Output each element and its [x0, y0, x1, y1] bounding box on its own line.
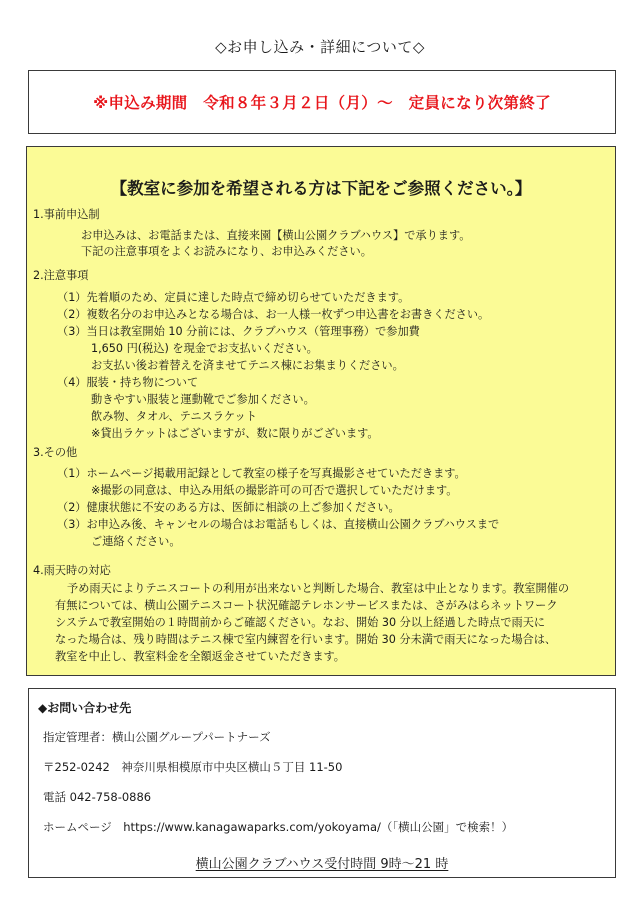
section-4-title: 4.雨天時の対応 — [33, 564, 111, 577]
reception-hours-text: 横山公園クラブハウス受付時間 9時～21 時 — [195, 857, 449, 872]
section-4-line-4: なった場合は、残り時間はテニス棟で室内練習を行います。開始 30 分未満で雨天になった場合は、 — [55, 633, 557, 646]
section-3-line-1: （1）ホームページ掲載用記録として教室の様子を写真撮影させていただきます。 — [57, 467, 466, 480]
participation-info-box — [26, 146, 616, 676]
section-1-line-2: 下記の注意事項をよくお読みになり、お申込みください。 — [81, 245, 372, 258]
info-heading: 【教室に参加を希望される方は下記をご参照ください。】 — [110, 179, 532, 198]
contact-homepage: ホームページ https://www.kanagawaparks.com/yokoyama/（「横山公園」で検索！） — [43, 820, 514, 834]
contact-phone: 電話 042-758-0886 — [43, 790, 152, 804]
section-3-title: 3.その他 — [33, 446, 78, 459]
section-4-line-5: 教室を中止し、教室料金を全額返金させていただきます。 — [55, 650, 345, 663]
contact-box — [28, 688, 616, 878]
contact-manager: 指定管理者：横山公園グループパートナーズ — [43, 730, 271, 744]
section-3-line-5: ご連絡ください。 — [91, 535, 181, 548]
section-1-title: 1.事前申込制 — [33, 208, 100, 221]
section-2-line-8: 飲み物、タオル、テニスラケット — [91, 410, 257, 423]
section-4-line-2: 有無については、横山公園テニスコート状況確認テレホンサービスまたは、さがみはらネットワーク — [55, 599, 558, 612]
contact-heading: ◆お問い合わせ先 — [38, 701, 132, 715]
section-4-line-1: 予め雨天によりテニスコートの利用が出来ないと判断した場合、教室は中止となります。教室開催の — [67, 582, 570, 595]
section-2-line-4: 1,650 円(税込) を現金でお支払いください。 — [91, 342, 318, 355]
application-period-text: ※申込み期間 令和８年３月２日（月）～ 定員になり次第終了 — [93, 94, 551, 112]
section-2-line-1: （1）先着順のため、定員に達した時点で締め切らせていただきます。 — [57, 291, 410, 304]
contact-address: 〒252-0242 神奈川県相模原市中央区横山５丁目 11-50 — [43, 760, 343, 774]
section-2-line-5: お支払い後お着替えを済ませてテニス棟にお集まりください。 — [91, 359, 404, 372]
application-period-box — [28, 70, 616, 134]
section-2-line-6: （4）服装・持ち物について — [57, 376, 199, 389]
section-2-line-3: （3）当日は教室開始 10 分前には、クラブハウス（管理事務）で参加費 — [57, 325, 420, 338]
section-2-line-7: 動きやすい服装と運動靴でご参加ください。 — [91, 393, 315, 406]
page-title: ◇お申し込み・詳細について◇ — [215, 38, 425, 56]
section-2-line-2: （2）複数名分のお申込みとなる場合は、お一人様一枚ずつ申込書をお書きください。 — [57, 308, 490, 321]
section-3-line-2: ※撮影の同意は、申込み用紙の撮影許可の可否で選択していただけます。 — [91, 484, 458, 497]
section-3-line-4: （3）お申込み後、キャンセルの場合はお電話もしくは、直接横山公園クラブハウスまで — [57, 518, 500, 531]
section-3-line-3: （2）健康状態に不安のある方は、医師に相談の上ご参加ください。 — [57, 501, 400, 514]
section-2-line-9: ※貸出ラケットはございますが、数に限りがございます。 — [91, 427, 379, 440]
section-1-line-1: お申込みは、お電話または、直接来園【横山公園クラブハウス】で承ります。 — [81, 229, 471, 242]
section-2-title: 2.注意事項 — [33, 269, 89, 282]
reception-hours — [29, 853, 615, 872]
section-4-line-3: システムで教室開始の１時間前からご確認ください。なお、開始 30 分以上経過した時点で雨天に — [55, 616, 546, 629]
